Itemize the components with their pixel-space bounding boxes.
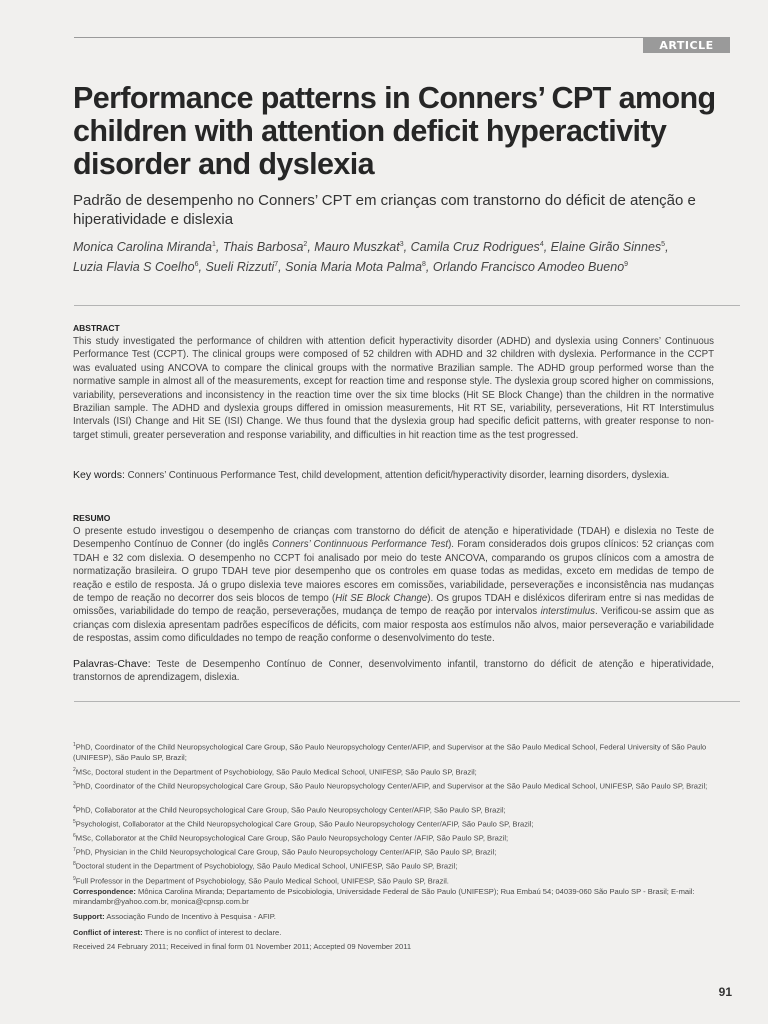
footnote-5 <box>73 817 728 830</box>
author-name: Sonia Maria Mota Palma <box>285 260 422 275</box>
author-name: Mauro Muszkat <box>314 240 400 255</box>
author-name: Orlando Francisco Amodeo Bueno <box>432 260 625 275</box>
author-name: Camila Cruz Rodrigues <box>410 240 540 255</box>
author-affiliation-mark: 2 <box>303 241 308 248</box>
support-text: Associação Fundo de Incentivo à Pesquisa - AFIP. <box>106 912 276 921</box>
author-separator: , <box>665 240 669 255</box>
correspondence-label: Correspondence: <box>73 887 136 896</box>
author-affiliation-mark: 5 <box>661 241 666 248</box>
footnote-7 <box>73 845 728 858</box>
footnote-mark: 5 <box>73 819 76 825</box>
abstract-heading: ABSTRACT <box>73 323 120 333</box>
resumo-italic-term: interstimulus <box>540 606 595 618</box>
author-list <box>73 236 733 276</box>
resumo-italic-term: Conners’ Continnuous Performance Test <box>271 539 449 551</box>
footnote-mark: 6 <box>73 833 76 839</box>
resumo-text-part: O presente estudo investigou o desempenho de crianças com transtorno do déficit de atenção e hiperatividade (TDAH) e dislexia no Teste de Desempenho Contínuo de Conner (do inglês <box>73 526 714 551</box>
footnote-3 <box>73 779 728 792</box>
author-separator: , <box>278 260 286 275</box>
resumo-italic-term: Hit SE Block Change <box>335 593 428 605</box>
author-affiliation-mark: 6 <box>194 261 199 269</box>
footnote-mark: 3 <box>73 781 76 787</box>
author-2 <box>223 240 314 254</box>
author-8 <box>285 260 433 274</box>
author-affiliation-mark: 9 <box>624 261 629 269</box>
footnote-mark: 4 <box>73 805 76 811</box>
correspondence <box>73 887 728 907</box>
keywords <box>73 469 714 482</box>
footnote-mark: 8 <box>73 861 76 867</box>
footnote-mark: 7 <box>73 847 76 853</box>
resumo-text-part: . Verificou-se assim que as crianças com dislexia apresentam padrões específicos de déficits, com maior resposta aos estímulos não alvos, maior perseveração e variabilidade de respostas, assim como dificuldades no tempo de reação conforme o desenvolvimento do teste. <box>73 606 714 645</box>
footnote-4 <box>73 803 728 816</box>
abstract-text: This study investigated the performance of children with attention deficit hyperactivity disorder (ADHD) and dyslexia using Conners’ Continuous Performance Test (CCPT). The clinical groups were composed of 52 children with ADHD and 32 children with dyslexia. Performance in the CCPT was evaluated using ANCOVA to compare the clinical groups with the normative Brazilian sample. The ADHD group performed worse than the normative sample in almost all of the measurements, except for reaction time and response style. The dyslexia group scored higher on commissions, variability, perseverations and inconsistency in the reaction time over the six time blocks (Hit SE Block Change) than the children in the normative Brazilian sample. The ADHD and dyslexia groups differed in omission measurements, Hit RT SE, variability, perseverations, Hit RT Interstimulus Intervals (ISI) Change and Hit SE (ISI) Change. We thus found that the dyslexia group had specific deficit patterns, with greater response to non-target stimuli, greater perseveration and response variability, and difficulties in hit reaction time as the test progressed. <box>73 336 714 441</box>
author-separator: , <box>307 240 315 255</box>
author-1 <box>73 240 223 254</box>
footnote-text: Psychologist, Collaborator at the Child Neuropsychological Care Group, São Paulo Neuropsychology Center/AFIP, São Paulo SP, Brazil; <box>75 819 534 829</box>
author-affiliation-mark: 4 <box>539 241 544 248</box>
footnote-6 <box>73 831 728 844</box>
page-number: 91 <box>718 985 732 999</box>
author-9 <box>433 260 628 274</box>
correspondence-text: Mônica Carolina Miranda; Departamento de Psicobiologia, Universidade Federal de São Paulo (UNIFESP); Rua Embaú 54; 04039-060 São Paulo SP - Brasil; E-mail: mirandambr@yahoo.com.br, monica@cpnsp.com.br <box>73 887 695 906</box>
resumo-text-part: ). Os grupos TDAH e disléxicos diferiram entre si nas medidas de omissões, variabilidade do tempo de reação, perseverações, mudança de tempo de reação por intervalos <box>73 593 715 618</box>
palavras-chave <box>73 658 714 685</box>
author-affiliation-mark: 8 <box>421 261 426 269</box>
author-separator: , <box>543 240 551 255</box>
conflict-of-interest <box>73 928 728 938</box>
header-rule <box>74 37 730 38</box>
author-6 <box>73 260 205 274</box>
footnote-9 <box>73 874 728 887</box>
footnote-1 <box>73 740 728 763</box>
footnote-text: PhD, Coordinator of the Child Neuropsychological Care Group, São Paulo Neuropsychology Center/AFIP, and Supervisor at the São Paulo Medical School, Federal University of São Paulo (UNIFESP), São Paulo SP, Brazil; <box>73 742 707 762</box>
author-separator: , <box>403 240 411 255</box>
author-separator: , <box>425 260 433 275</box>
conflict-label: Conflict of interest: <box>73 928 143 937</box>
footnote-text: PhD, Collaborator at the Child Neuropsychological Care Group, São Paulo Neuropsychology Center/AFIP, São Paulo SP, Brazil; <box>75 805 506 815</box>
footnote-2 <box>73 765 728 778</box>
article-title: Performance patterns in Conners’ CPT among children with attention deficit hyperactivity disorder and dyslexia <box>73 81 716 181</box>
author-name: Thais Barbosa <box>222 240 304 255</box>
support <box>73 912 728 922</box>
footnote-mark: 1 <box>73 742 76 748</box>
author-separator: , <box>215 240 223 255</box>
author-name: Elaine Girão Sinnes <box>550 240 662 255</box>
author-7 <box>205 260 285 274</box>
keywords-text: Conners’ Continuous Performance Test, child development, attention deficit/hyperactivity disorder, learning disorders, dyslexia. <box>127 470 670 481</box>
footnote-8 <box>73 859 728 872</box>
footnote-text: Doctoral student in the Department of Psychobiology, São Paulo Medical School, UNIFESP, São Paulo SP, Brazil; <box>75 861 458 871</box>
footnote-text: PhD, Physician in the Child Neuropsychological Care Group, São Paulo Neuropsychology Center/AFIP, São Paulo SP, Brazil; <box>75 847 497 857</box>
author-affiliation-mark: 1 <box>211 241 216 248</box>
palavras-chave-label: Palavras-Chave: <box>73 658 151 670</box>
author-affiliation-mark: 7 <box>274 261 279 269</box>
section-divider <box>74 701 740 702</box>
footnote-mark: 2 <box>73 767 76 773</box>
resumo-heading: RESUMO <box>73 513 111 523</box>
resumo-text-part: ). Foram considerados dois grupos clínicos: 52 crianças com TDAH e 32 com dislexia. O desempenho no CCPT foi analisado por meio do teste ANCOVA, comparando os grupos clínicos com a amostra de normatização brasileira. O grupo TDAH teve pior desempenho que os controles em quase todas as medidas, exceto em medidas de tempo de reação e estilo de resposta. Já o grupo dislexia teve maiores escores em comissões, variabilidade, perseverações e inconsistência nas mudanças de tempo de reação no decorrer dos seis blocos de tempo ( <box>73 539 714 605</box>
footnote-text: MSc, Doctoral student in the Department of Psychobiology, São Paulo Medical School, UNIFESP, São Paulo SP, Brazil; <box>75 767 477 777</box>
author-affiliation-mark: 3 <box>399 241 404 248</box>
author-3 <box>314 240 410 254</box>
author-name: Sueli Rizzuti <box>205 260 275 275</box>
article-type-badge: ARTICLE <box>643 38 730 53</box>
author-separator: , <box>198 260 206 275</box>
section-divider <box>74 305 740 306</box>
resumo-text <box>73 525 714 646</box>
footnote-text: PhD, Coordinator of the Child Neuropsychological Care Group, São Paulo Neuropsychology Center/AFIP, and Supervisor at the São Paulo Medical School, UNIFESP, São Paulo SP, Brazil; <box>75 781 708 791</box>
footnote-mark: 9 <box>73 876 76 882</box>
palavras-chave-text: Teste de Desempenho Contínuo de Conner, desenvolvimento infantil, transtorno do déficit de atenção e hiperatividade, transtornos de aprendizagem, dislexia. <box>73 659 714 684</box>
author-5 <box>551 240 669 254</box>
keywords-label: Key words: <box>73 469 125 481</box>
article-subtitle: Padrão de desempenho no Conners’ CPT em crianças com transtorno do déficit de atenção e hiperatividade e dislexia <box>73 192 696 228</box>
author-4 <box>411 240 551 254</box>
footnote-text: MSc, Collaborator at the Child Neuropsychological Care Group, São Paulo Neuropsychology Center /AFIP, São Paulo SP, Brazil; <box>75 833 509 843</box>
received-dates: Received 24 February 2011; Received in final form 01 November 2011; Accepted 09 November 2011 <box>73 942 412 951</box>
support-label: Support: <box>73 912 105 921</box>
author-name: Monica Carolina Miranda <box>73 240 212 255</box>
author-name: Luzia Flavia S Coelho <box>73 260 195 275</box>
conflict-text: There is no conflict of interest to declare. <box>144 928 282 937</box>
footnote-text: Full Professor in the Department of Psychobiology, São Paulo Medical School, UNIFESP, São Paulo SP, Brazil. <box>75 876 449 886</box>
